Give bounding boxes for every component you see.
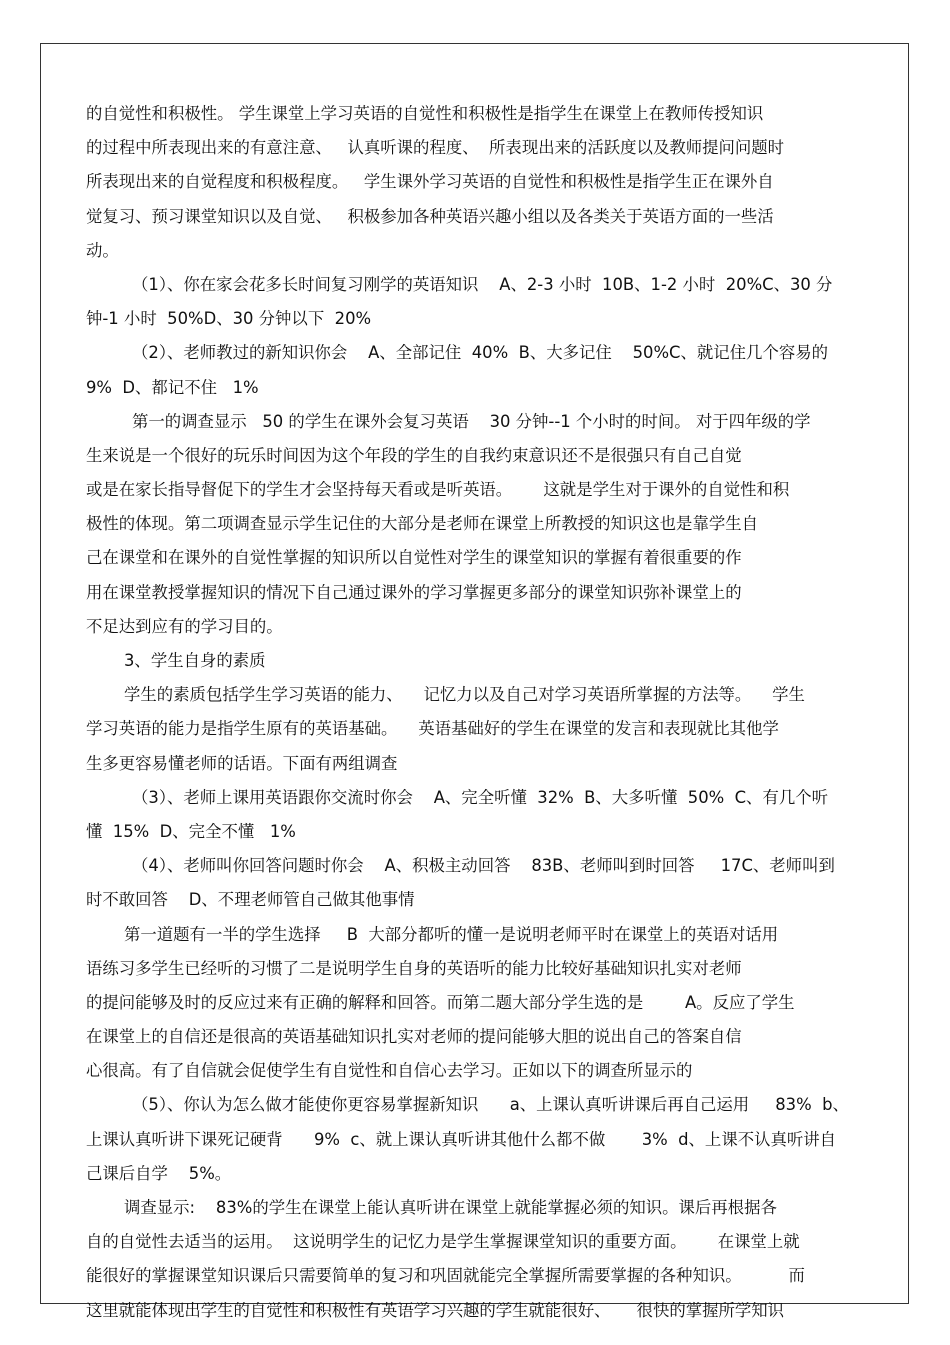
text-line: 动。: [86, 240, 119, 260]
paragraph-start: 学生的素质包括学生学习英语的能力、 记忆力以及自己对学习英语所掌握的方法等。 学生: [124, 685, 805, 705]
text-line: 的自觉性和积极性。 学生课堂上学习英语的自觉性和积极性是指学生在课堂上在教师传授知识: [86, 104, 764, 123]
text-line: 觉复习、预习课堂知识以及自觉、 积极参加各种英语兴趣小组以及各类关于英语方面的一些活: [86, 206, 774, 226]
text-line: 或是在家长指导督促下的学生才会坚持每天看或是听英语。 这就是学生对于课外的自觉性和积: [86, 480, 790, 500]
text-line: 的过程中所表现出来的有意注意、 认真听课的程度、 所表现出来的活跃度以及教师提问问题时: [86, 138, 785, 158]
document-body: [86, 97, 876, 1328]
text-line: 懂 15% D、完全不懂 1%: [86, 821, 296, 841]
text-line: 的提问能够及时的反应过来有正确的解释和回答。而第二题大部分学生选的是 A。反应了学生: [86, 992, 795, 1012]
text-line: 心很高。有了自信就会促使学生有自觉性和自信心去学习。正如以下的调查所显示的: [86, 1061, 693, 1081]
section-heading: 3、学生自身的素质: [124, 651, 266, 670]
survey-question-1: （1）、你在家会花多长时间复习刚学的英语知识 A、2-3 小时 10B、1-2 小时 20%C、30 分: [132, 274, 833, 294]
text-line: 能很好的掌握课堂知识课后只需要简单的复习和巩固就能完全掌握所需要掌握的各种知识。 而: [86, 1266, 805, 1286]
text-line: 9% D、都记不住 1%: [86, 377, 259, 397]
text-line: 学习英语的能力是指学生原有的英语基础。 英语基础好的学生在课堂的发言和表现就比其他学: [86, 719, 779, 739]
text-line: 上课认真听讲下课死记硬背 9% c、就上课认真听讲其他什么都不做 3% d、上课不认真听讲自: [86, 1129, 837, 1149]
survey-question-2: （2）、老师教过的新知识你会 A、全部记住 40% B、大多记住 50%C、就记住几个容易的: [132, 343, 829, 363]
text-line: 生多更容易懂老师的话语。下面有两组调查: [86, 753, 398, 773]
text-line: 在课堂上的自信还是很高的英语基础知识扎实对老师的提问能够大胆的说出自己的答案自信: [86, 1027, 742, 1047]
survey-question-4: （4）、老师叫你回答问题时你会 A、积极主动回答 83B、老师叫到时回答 17C、老师叫到: [132, 856, 835, 876]
text-line: 极性的体现。第二项调查显示学生记住的大部分是老师在课堂上所教授的知识这也是靠学生自: [86, 514, 759, 534]
text-line: 所表现出来的自觉程度和积极程度。 学生课外学习英语的自觉性和积极性是指学生正在课外自: [86, 172, 774, 192]
text-line: 自的自觉性去适当的运用。 这说明学生的记忆力是学生掌握课堂知识的重要方面。 在课堂上就: [86, 1232, 800, 1252]
paragraph-start: 第一的调查显示 50 的学生在课外会复习英语 30 分钟--1 个小时的时间。 对于四年级的学: [132, 411, 811, 431]
paragraph-start: 第一道题有一半的学生选择 B 大部分都听的懂一是说明老师平时在课堂上的英语对话用: [124, 924, 779, 944]
text-line: 己在课堂和在课外的自觉性掌握的知识所以自觉性对学生的课堂知识的掌握有着很重要的作: [86, 548, 742, 568]
text-line: 己课后自学 5%。: [86, 1163, 232, 1183]
text-line: 语练习多学生已经听的习惯了二是说明学生自身的英语听的能力比较好基础知识扎实对老师: [86, 958, 742, 978]
text-line: 生来说是一个很好的玩乐时间因为这个年段的学生的自我约束意识还不是很强只有自己自觉: [86, 445, 742, 465]
text-line: 用在课堂教授掌握知识的情况下自己通过课外的学习掌握更多部分的课堂知识弥补课堂上的: [86, 582, 742, 602]
survey-question-5: （5）、你认为怎么做才能使你更容易掌握新知识 a、上课认真听讲课后再自己运用 83% b、: [132, 1095, 849, 1115]
text-line: 不足达到应有的学习目的。: [86, 616, 283, 636]
paragraph-start: 调查显示: 83%的学生在课堂上能认真听讲在课堂上就能掌握必须的知识。课后再根据各: [124, 1198, 777, 1217]
text-line: 时不敢回答 D、不理老师管自己做其他事情: [86, 890, 415, 910]
text-line: 这里就能体现出学生的自觉性和积极性有英语学习兴趣的学生就能很好、 很快的掌握所学知识: [86, 1300, 785, 1320]
text-line: 钟-1 小时 50%D、30 分钟以下 20%: [86, 309, 372, 329]
survey-question-3: （3）、老师上课用英语跟你交流时你会 A、完全听懂 32% B、大多听懂 50% C、有几个听: [132, 787, 829, 807]
